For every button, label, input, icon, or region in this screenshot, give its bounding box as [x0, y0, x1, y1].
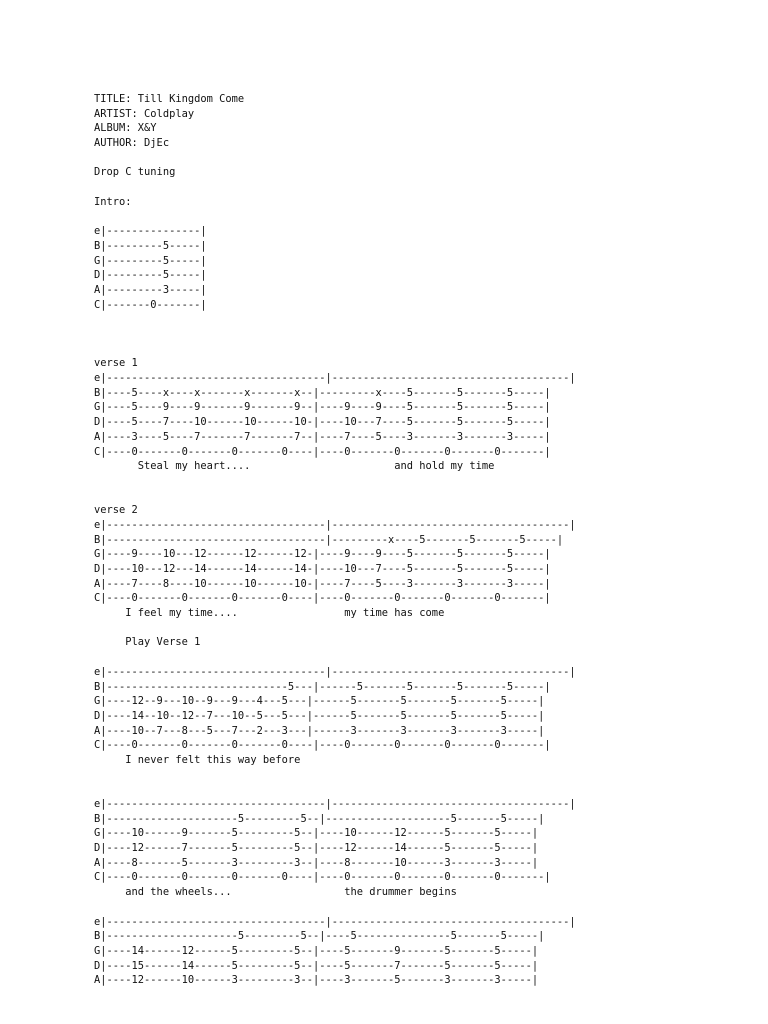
tab-string-line: e|-----------------------------------|--------------------------------------| — [94, 665, 576, 678]
blank-line — [94, 900, 754, 915]
blank-line — [94, 768, 754, 783]
blank-line — [94, 489, 754, 504]
blank-line — [94, 151, 754, 166]
tab-string-line: e|-----------------------------------|--------------------------------------| — [94, 518, 576, 531]
tab-string-line: A|----3----5----7-------7-------7--|----7----5----3-------3-------3-----| — [94, 430, 551, 443]
album-line: ALBUM: X&Y — [94, 122, 157, 135]
tab-string-line: C|----0-------0-------0-------0----|----0-------0-------0-------0-------| — [94, 592, 551, 605]
tab-string-line: D|----15------14------5---------5--|----5-------7-------5-------5-----| — [94, 959, 539, 972]
tab-string-line: C|-------0-------| — [94, 298, 207, 311]
tab-string-line: C|----0-------0-------0-------0----|----0-------0-------0-------0-------| — [94, 445, 551, 458]
blank-line — [94, 327, 754, 342]
tab-string-line: G|----5----9----9-------9-------9--|----9----9----5-------5-------5-----| — [94, 401, 551, 414]
tab-string-line: e|-----------------------------------|--------------------------------------| — [94, 372, 576, 385]
blank-line — [94, 210, 754, 225]
title-line: TITLE: Till Kingdom Come — [94, 93, 245, 105]
tab-string-line: B|---------------------5---------5--|--------------------5-------5-----| — [94, 812, 545, 825]
tab-string-line: D|----14--10--12--7---10--5---5---|------5-------5-------5-------5-----| — [94, 709, 545, 722]
tab-string-line: C|----0-------0-------0-------0----|----0-------0-------0-------0-------| — [94, 739, 551, 752]
tab-string-line: D|---------5-----| — [94, 269, 207, 282]
tab-string-line: A|----10--7---8---5---7---2---3---|------3-------3-------3-------3-----| — [94, 724, 545, 737]
blank-line — [94, 782, 754, 797]
tab-string-line: B|-----------------------------5---|------5-------5-------5-------5-----| — [94, 680, 551, 693]
tab-string-line: A|----8-------5-------3---------3--|----8-------10------3-------3-----| — [94, 856, 539, 869]
author-line: AUTHOR: DjEc — [94, 137, 170, 150]
section-heading-verse-2: verse 2 — [94, 504, 138, 517]
tab-string-line: A|---------3-----| — [94, 283, 207, 296]
blank-line — [94, 342, 754, 357]
tab-string-line: e|---------------| — [94, 225, 207, 238]
blank-line — [94, 180, 754, 195]
lyric-line: I never felt this way before — [94, 753, 301, 766]
tab-string-line: B|----5----x----x-------x-------x--|---------x----5-------5-------5-----| — [94, 386, 551, 399]
tab-string-line: G|----14------12------5---------5--|----5-------9-------5-------5-----| — [94, 944, 539, 957]
tab-string-line: e|-----------------------------------|--------------------------------------| — [94, 798, 576, 810]
section-heading-intro: Intro: — [94, 195, 132, 208]
tab-string-line: e|-----------------------------------|--------------------------------------| — [94, 915, 576, 928]
lyric-line: Steal my heart.... and hold my time — [94, 460, 495, 473]
tab-string-line: G|----9----10---12------12------12-|----9----9----5-------5-------5-----| — [94, 548, 551, 561]
tab-string-line: A|----7----8----10------10------10-|----7----5----3-------3-------3-----| — [94, 577, 551, 590]
lyric-line: and the wheels... the drummer begins — [94, 886, 457, 899]
artist-line: ARTIST: Coldplay — [94, 107, 195, 120]
section-heading-verse-1: verse 1 — [94, 357, 138, 370]
tab-string-line: D|----5----7----10------10------10-|----10---7----5-------5-------5-----| — [94, 416, 551, 429]
tab-string-line: D|----12------7-------5---------5--|----12------14------5-------5-----| — [94, 842, 539, 855]
lyric-line: I feel my time.... my time has come — [94, 607, 445, 620]
tab-string-line: G|----12--9---10--9---9---4---5---|------5-------5-------5-------5-----| — [94, 695, 545, 708]
tab-string-line: G|----10------9-------5---------5--|----10------12------5-------5-----| — [94, 827, 539, 840]
tab-string-line: B|---------------------5---------5--|----5---------------5-------5-----| — [94, 930, 545, 943]
tab-string-line: C|----0-------0-------0-------0----|----0-------0-------0-------0-------| — [94, 871, 551, 884]
tuning-line: Drop C tuning — [94, 166, 176, 179]
tab-string-line: B|---------5-----| — [94, 239, 207, 252]
blank-line — [94, 650, 754, 665]
blank-line — [94, 621, 754, 636]
instruction-line: Play Verse 1 — [94, 636, 201, 649]
tab-string-line: G|---------5-----| — [94, 254, 207, 267]
blank-line — [94, 312, 754, 327]
blank-line — [94, 474, 754, 489]
tab-string-line: B|-----------------------------------|---------x----5-------5-------5-----| — [94, 533, 564, 546]
tab-string-line: D|----10---12---14------14------14-|----10---7----5-------5-------5-----| — [94, 563, 551, 575]
tab-string-line: A|----12------10------3---------3--|----3-------5-------3-------3-----| — [94, 974, 539, 987]
tab-document — [94, 92, 754, 988]
